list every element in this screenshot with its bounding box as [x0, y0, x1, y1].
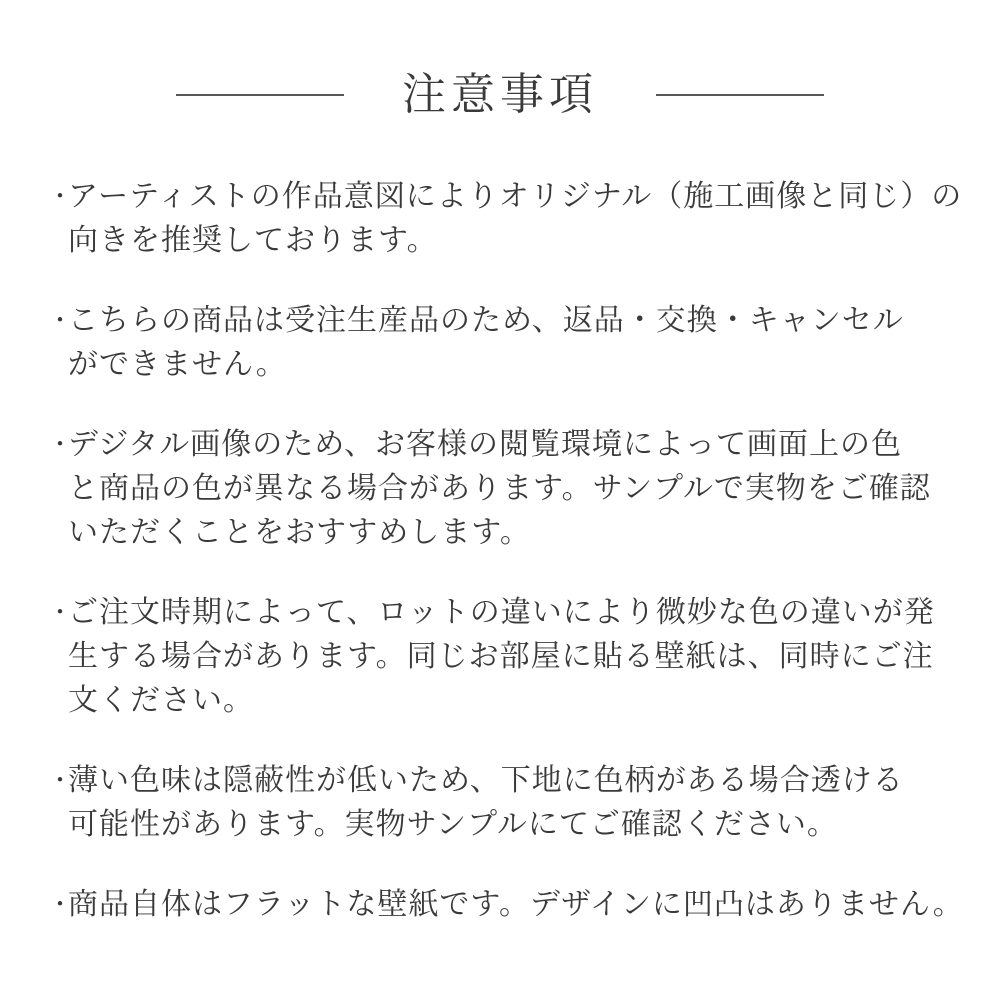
notes-list: [0, 175, 1000, 927]
page-title: 注意事項: [402, 70, 598, 119]
note-line: 文ください。: [68, 684, 254, 717]
note-item: [48, 591, 960, 723]
note-line: デジタル画像のため、お客様の閲覧環境によって画面上の色: [68, 428, 902, 461]
note-text: [68, 759, 904, 847]
title-divider-left: [176, 94, 344, 96]
note-line: ご注文時期によって、ロットの違いにより微妙な色の違いが発: [68, 596, 935, 629]
bullet-marker: ・: [48, 891, 72, 918]
note-line: 薄い色味は隠蔽性が低いため、下地に色柄がある場合透ける: [68, 764, 904, 797]
note-line: 向きを推奨しております。: [68, 224, 438, 257]
note-line: 可能性があります。実物サンプルにてご確認ください。: [68, 808, 838, 841]
note-text: [68, 299, 904, 387]
note-line: こちらの商品は受注生産品のため、返品・交換・キャンセル: [68, 304, 904, 337]
note-line: いただくことをおすすめします。: [68, 516, 531, 549]
note-text: [68, 591, 935, 723]
note-item: [48, 175, 963, 263]
bullet-marker: ・: [48, 183, 72, 210]
note-item: [48, 423, 960, 555]
note-text: [68, 423, 931, 555]
note-item: [48, 299, 960, 387]
note-text: [68, 883, 964, 927]
note-item: [48, 759, 960, 847]
note-line: ができません。: [68, 348, 287, 381]
bullet-marker: ・: [48, 431, 72, 458]
note-line: 生する場合があります。同じお部屋に貼る壁紙は、同時にご注: [68, 640, 934, 673]
note-text: [68, 175, 962, 263]
bullet-marker: ・: [48, 307, 72, 334]
bullet-marker: ・: [48, 767, 72, 794]
note-item: [48, 883, 964, 927]
title-divider-right: [656, 94, 824, 96]
note-line: と商品の色が異なる場合があります。サンプルで実物をご確認: [68, 472, 931, 505]
note-line: 商品自体はフラットな壁紙です。デザインに凹凸はありません。: [68, 888, 964, 921]
section-header: [0, 0, 1000, 118]
note-line: アーティストの作品意図によりオリジナル（施工画像と同じ）の: [68, 180, 963, 213]
bullet-marker: ・: [48, 599, 72, 626]
